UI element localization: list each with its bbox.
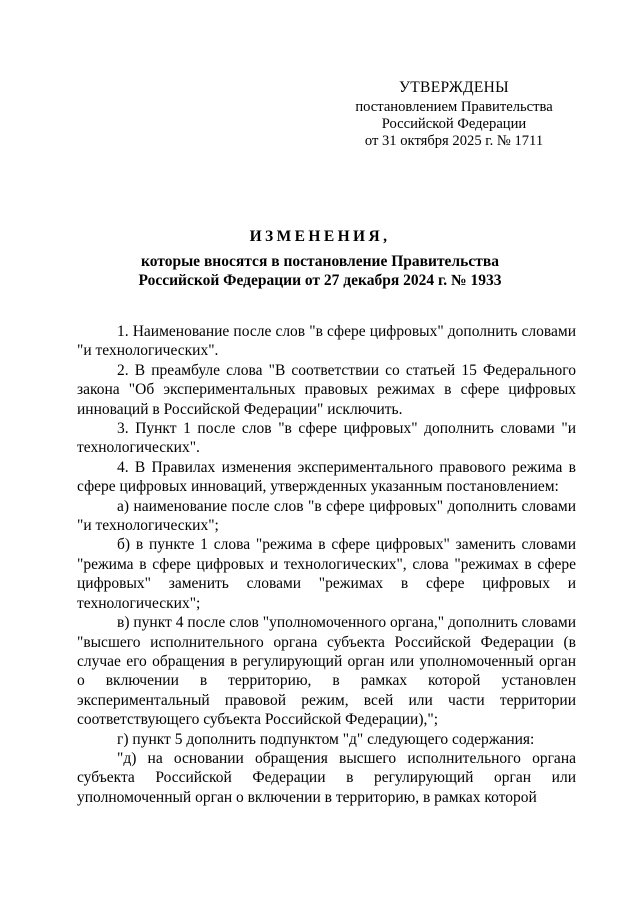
paragraph-2: 2. В преамбуле слова "В соответствии со статьей 15 Федерального закона "Об экспериментальных правовых режимах в сфере цифровых инноваций в Российской Федерации" исключить. — [77, 361, 576, 418]
paragraph-4b: б) в пункте 1 слова "режима в сфере цифровых" заменить словами "режима в сфере цифровых и технологических", слова "режимах в сфере цифровых" заменить словами "режимах в сфере цифровых и технологических"; — [77, 536, 576, 612]
subtitle-line-1: которые вносятся в постановление Правительства — [141, 253, 499, 270]
document-subtitle — [64, 252, 576, 290]
paragraph-4: 4. В Правилах изменения экспериментального правового режима в сфере цифровых инноваций, утвержденных указанным постановлением: — [77, 458, 576, 496]
approval-heading: УТВЕРЖДЕНЫ — [399, 79, 509, 96]
approval-stamp — [330, 79, 578, 150]
paragraph-4v: в) пункт 4 после слов "уполномоченного органа," дополнить словами "высшего исполнительного органа субъекта Российской Федерации (в случае его обращения в регулирующий орган или уполномоченный орган о включении в территорию, в рамках которой установлен экспериментальный правовой режим, всей или части территории соответствующего субъекта Российской Федерации),"; — [77, 614, 576, 729]
paragraph-3: 3. Пункт 1 после слов "в сфере цифровых" дополнить словами "и технологических". — [77, 420, 576, 457]
paragraph-4g: г) пункт 5 дополнить подпунктом "д" следующего содержания: — [117, 730, 535, 748]
title-main: ИЗМЕНЕНИЯ, — [249, 228, 391, 245]
approval-line-2: Российской Федерации — [381, 116, 527, 132]
paragraph-4a: а) наименование после слов "в сфере цифровых" дополнить словами "и технологических"; — [77, 497, 576, 535]
paragraph-1: 1. Наименование после слов "в сфере цифровых" дополнить словами "и технологических". — [77, 323, 576, 360]
document-title — [64, 227, 576, 246]
document-body — [77, 322, 576, 807]
subtitle-line-2: Российской Федерации от 27 декабря 2024 г. № 1933 — [138, 272, 502, 289]
paragraph-4g-d: "д) на основании обращения высшего исполнительного органа субъекта Российской Федерации в регулирующий орган или уполномоченный орган о включении в территорию, в рамках которой — [77, 749, 576, 806]
approval-line-1: постановлением Правительства — [355, 99, 553, 115]
approval-line-3: от 31 октября 2025 г. № 1711 — [364, 133, 544, 149]
